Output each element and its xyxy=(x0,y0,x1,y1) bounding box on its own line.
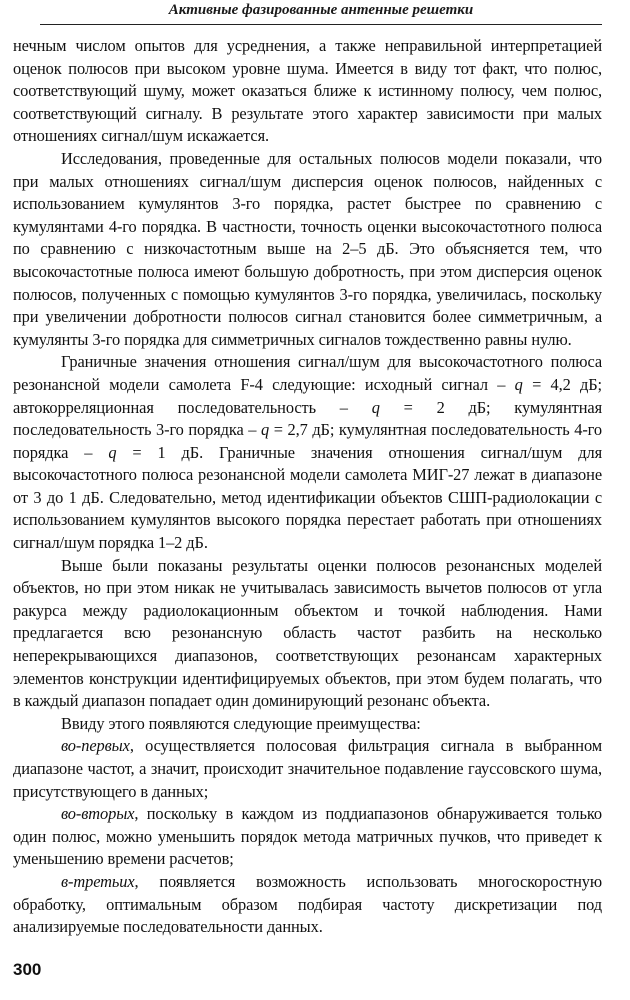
text-fragment: Граничные значения отношения сигнал/шум для высокочастотного полюса резонансной модели самолета F-4 следующие: исходный сигнал – xyxy=(13,352,602,394)
variable-q: q xyxy=(514,374,523,394)
paragraph-3 xyxy=(13,351,602,554)
list-item-2 xyxy=(13,803,602,871)
page-number: 300 xyxy=(13,960,42,979)
list-lead: во-первых xyxy=(61,736,130,756)
list-text: , поскольку в каждом из поддиапазонов обнаруживается только один полюс, можно уменьшить порядок метода матричных пучков, что приведет к уменьшению времени расчетов; xyxy=(13,804,602,869)
body-text xyxy=(13,35,602,939)
variable-q: q xyxy=(108,442,117,462)
list-text: , появляется возможность использовать многоскоростную обработку, оптимальным образом подбирая частоту дискретизации под анализируемые последовательности данных. xyxy=(13,871,602,937)
text-fragment: = 2 дБ; кумулянтная последовательность 3-го порядка – xyxy=(13,397,603,440)
running-header: Активные фазированные антенные решетки xyxy=(40,0,602,25)
paragraph-2: Исследования, проведенные для остальных полюсов модели показали, что при малых отношениях сигнал/шум дисперсия оценок полюсов, найденных с использованием кумулянтов 3-го порядка, растет быстрее по сравнению с кумулянтами 4-го порядка. В частности, точность оценки высокочастотного полюса по сравнению с низкочастотным выше на 2–5 дБ. Это объясняется тем, что высокочастотные полюса имеют большую добротность, при этом дисперсия оценок полюсов, полученных с помощью кумулянтов 3-го порядка, увеличилась, поскольку при увеличении добротности полюсов сигнал становится более симметричным, а кумулянты 3-го порядка для симметричных сигналов тождественно равны нулю. xyxy=(13,148,602,349)
text-fragment: = 4,2 дБ; автокорреляционная последовательность – xyxy=(13,374,602,417)
variable-q: q xyxy=(371,397,380,417)
text-fragment: = 1 дБ. Граничные значения отношения сигнал/шум для высокочастотного полюса резонансной модели самолета МИГ-27 лежат в диапазоне от 3 до 1 дБ. Следовательно, метод идентификации объектов СШП-радиолокации с использованием кумулянтов высокого порядка перестает работать при отношениях сигнал/шум порядка 1–2 дБ. xyxy=(13,442,603,553)
list-item-1 xyxy=(13,735,602,803)
paragraph-5: Ввиду этого появляются следующие преимущества: xyxy=(61,713,421,733)
list-lead: в-третьих xyxy=(61,871,135,891)
paragraph-4: Выше были показаны результаты оценки полюсов резонансных моделей объектов, но при этом никак не учитывалась зависимость вычетов полюсов от угла ракурса между радиолокационным объектом и точкой наблюдения. Нами предлагается всю резонансную область частот разбить на несколько неперекрывающихся диапазонов, соответствующих резонансам характерных элементов конструкции идентифицируемых объектов, при этом будем полагать, что в каждый диапазон попадает один доминирующий резонанс объекта. xyxy=(13,555,602,711)
list-item-3 xyxy=(13,871,602,939)
text-fragment: = 2,7 дБ; кумулянтная последовательность 4-го порядка – xyxy=(13,420,602,462)
list-lead: во-вторых xyxy=(61,804,135,824)
list-text: , осуществляется полосовая фильтрация сигнала в выбранном диапазоне частот, а значит, происходит значительное подавление гауссовского шума, присутствующего в данных; xyxy=(13,736,602,801)
paragraph-1: нечным числом опытов для усреднения, а также неправильной интерпретацией оценок полюсов при высоком уровне шума. Имеется в виду тот факт, что полюс, соответствующий шуму, может оказаться ближе к истинному полюсу, чем полюс, соответствующий сигналу. В результате этого характер зависимости при малых отношениях сигнал/шум искажается. xyxy=(13,36,602,146)
variable-q: q xyxy=(261,420,270,440)
